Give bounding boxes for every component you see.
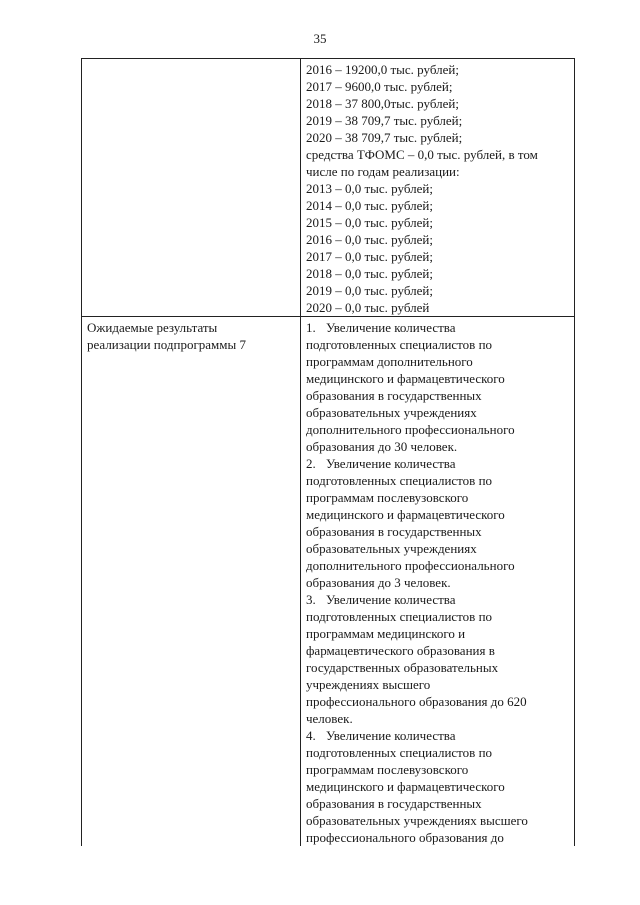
result-item-text: подготовленных специалистов по	[306, 337, 493, 352]
result-item-text: государственных образовательных	[306, 660, 499, 675]
result-item-text: Увеличение количества	[326, 592, 456, 607]
result-item-number: 3.	[306, 592, 316, 607]
result-item-text: профессионального образования до 620	[306, 694, 527, 709]
result-item-text: образования в государственных	[306, 796, 482, 811]
result-item	[306, 727, 571, 846]
funding-line: 2014 – 0,0 тыс. рублей;	[306, 198, 433, 213]
result-item	[306, 591, 571, 727]
result-item-text: образования до 30 человек.	[306, 439, 458, 454]
funding-line: 2020 – 38 709,7 тыс. рублей;	[306, 130, 463, 145]
funding-line: числе по годам реализации:	[306, 164, 460, 179]
funding-line: 2020 – 0,0 тыс. рублей	[306, 300, 430, 315]
expected-results-label: реализации подпрограммы 7	[87, 337, 246, 352]
result-item-text: профессионального образования до	[306, 830, 504, 845]
result-item-number: 2.	[306, 456, 316, 471]
result-item	[306, 319, 571, 455]
result-item-text: образовательных учреждениях	[306, 405, 477, 420]
table-row-expected-results	[82, 317, 575, 847]
funding-line: 2015 – 0,0 тыс. рублей;	[306, 215, 433, 230]
result-item-text: программам дополнительного	[306, 354, 473, 369]
funding-values-cell	[301, 59, 575, 317]
result-item-text: подготовленных специалистов по	[306, 473, 493, 488]
result-item-text: Увеличение количества	[326, 456, 456, 471]
funding-line: 2018 – 37 800,0тыс. рублей;	[306, 96, 459, 111]
result-item-text: медицинского и фармацевтического	[306, 779, 505, 794]
result-item-text: дополнительного профессионального	[306, 558, 515, 573]
table-row-funding	[82, 59, 575, 317]
result-item-text: образования в государственных	[306, 388, 482, 403]
row-label-cell	[82, 59, 301, 317]
funding-line: 2016 – 0,0 тыс. рублей;	[306, 232, 433, 247]
result-item-text: программам медицинского и	[306, 626, 466, 641]
expected-results-label: Ожидаемые результаты	[87, 320, 218, 335]
result-item-number: 1.	[306, 320, 316, 335]
result-item-text: образования до 3 человек.	[306, 575, 451, 590]
funding-line: 2019 – 38 709,7 тыс. рублей;	[306, 113, 463, 128]
funding-line: 2016 – 19200,0 тыс. рублей;	[306, 62, 459, 77]
funding-line: 2017 – 9600,0 тыс. рублей;	[306, 79, 453, 94]
result-item-text: подготовленных специалистов по	[306, 609, 493, 624]
program-table	[81, 58, 575, 846]
result-item-text: дополнительного профессионального	[306, 422, 515, 437]
result-item	[306, 455, 571, 591]
result-item-text: медицинского и фармацевтического	[306, 371, 505, 386]
funding-line: 2017 – 0,0 тыс. рублей;	[306, 249, 433, 264]
funding-line: 2018 – 0,0 тыс. рублей;	[306, 266, 433, 281]
result-item-text: медицинского и фармацевтического	[306, 507, 505, 522]
result-item-number: 4.	[306, 728, 316, 743]
page-number: 35	[313, 31, 327, 46]
result-item-text: программам послевузовского	[306, 762, 469, 777]
result-item-text: образовательных учреждениях высшего	[306, 813, 528, 828]
expected-results-label-cell	[82, 317, 301, 847]
result-item-text: образования в государственных	[306, 524, 482, 539]
funding-line: 2019 – 0,0 тыс. рублей;	[306, 283, 433, 298]
result-item-text: подготовленных специалистов по	[306, 745, 493, 760]
funding-line: средства ТФОМС – 0,0 тыс. рублей, в том	[306, 147, 538, 162]
funding-line: 2013 – 0,0 тыс. рублей;	[306, 181, 433, 196]
result-item-text: фармацевтического образования в	[306, 643, 495, 658]
result-item-text: программам послевузовского	[306, 490, 469, 505]
result-item-text: человек.	[306, 711, 353, 726]
expected-results-cell	[301, 317, 575, 847]
result-item-text: Увеличение количества	[326, 728, 456, 743]
result-item-text: образовательных учреждениях	[306, 541, 477, 556]
result-item-text: Увеличение количества	[326, 320, 456, 335]
result-item-text: учреждениях высшего	[306, 677, 431, 692]
